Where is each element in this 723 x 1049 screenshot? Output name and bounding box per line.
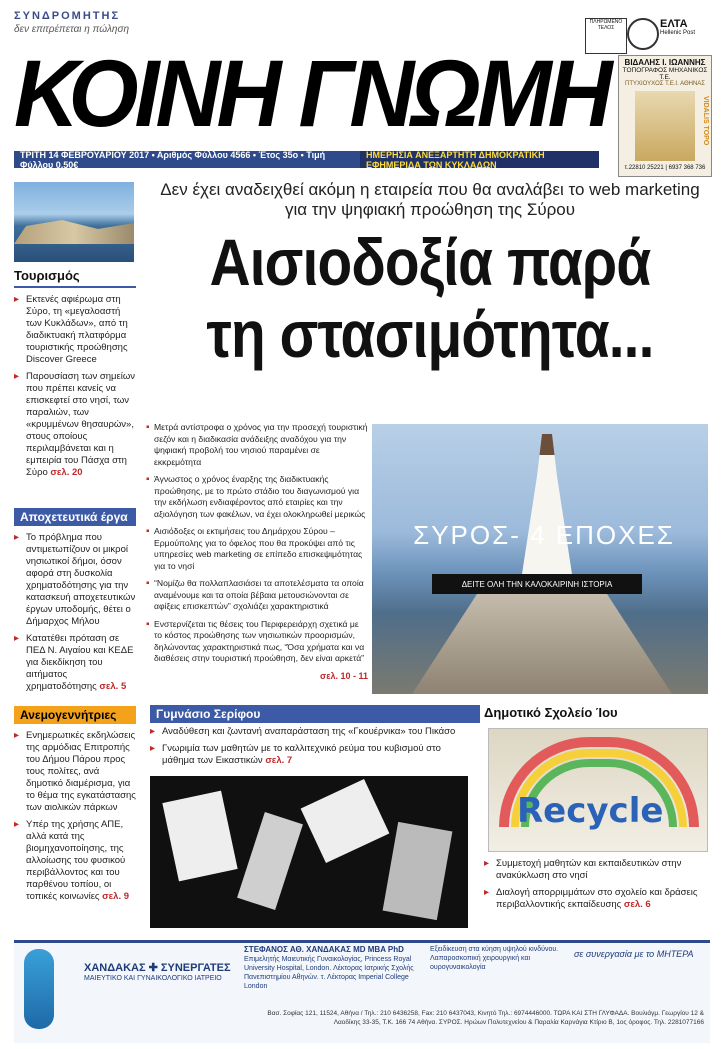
list-item: ▸ Διαλογή απορριμμάτων στο σχολείο και δράσεις περιβαλλοντικής εκπαίδευσης σελ. 6 xyxy=(484,887,708,911)
list-item: ▸ Κατατέθει πρόταση σε ΠΕΔ Ν. Αιγαίου και ΚΕΔΕ για διεκδίκηση του αιτήματος χρηματοδότησης σελ. 5 xyxy=(14,633,136,693)
list-item: ▪ Μετρά αντίστροφα ο χρόνος για την προσεχή τουριστική σεζόν και η διαδικασία ανάδειξης αναδόχου για την ψηφιακή προβολή του νησιού παραμένει σε εκκρεμότητα xyxy=(146,422,368,468)
stamp-icon xyxy=(627,18,659,50)
footer-ad[interactable] xyxy=(14,940,710,1043)
list-item: ▸ Συμμετοχή μαθητών και εκπαιδευτικών στην ανακύκλωση στο νησί xyxy=(484,858,708,882)
list-item: ▸ Υπέρ της χρήσης ΑΠΕ, αλλά κατά της βιομηχανοποίησης, της αλλοίωσης του φυσικού περιβάλλοντος και του παρθένου τοπίου, οι τοπικές κοινωνίες σελ. 9 xyxy=(14,819,136,903)
recycle-photo xyxy=(488,728,708,852)
page-ref[interactable]: σελ. 7 xyxy=(265,755,293,766)
ad-sub: ΠΤΥΧΙΟΥΧΟΣ Τ.Ε.Ι. ΑΘΗΝΑΣ xyxy=(624,81,705,87)
school-list xyxy=(484,858,708,916)
sewage-section xyxy=(14,508,136,698)
main-bullets xyxy=(146,422,368,681)
masthead: ΚΟΙΝΗ ΓΝΩΜΗ xyxy=(14,42,609,147)
guernica-photo xyxy=(150,776,468,928)
elta-logo xyxy=(660,18,710,50)
kicker: Δεν έχει αναδειχθεί ακόμη η εταιρεία που θα αναλάβει το web marketing για την ψηφιακή προώθηση της Σύρου xyxy=(160,180,700,219)
tourism-title: Τουρισμός xyxy=(14,268,80,283)
recycle-word: Recycle xyxy=(517,791,664,831)
top-ad[interactable] xyxy=(618,55,712,177)
tourism-section xyxy=(14,268,136,484)
page-ref[interactable]: σελ. 20 xyxy=(50,467,83,478)
address: Βασ. Σοφίας 121, 11524, Αθήνα / Τηλ.: 210 6436258, Fax: 210 6437043, Κινητό Τηλ.: 6974446000. ΤΩΡΑ ΚΑΙ ΣΤΗ ΓΛΥΦΑΔΑ. Βουλιάγμ. Γεωργίου 12 & Λαοδίκης 33-35, Τ.Κ. 166 74 Αθήνα. ΣΥΡΟΣ. Ηρώων Πολυτεχνείου & Παραλία Καρνάγια Κτίριο Β, 1ος όροφος. Τηλ. 2281077166 xyxy=(267,1010,704,1026)
page-ref[interactable]: σελ. 9 xyxy=(102,891,130,902)
page-ref[interactable]: σελ. 6 xyxy=(623,899,651,910)
doctor-lines: Επιμελητής Μαιευτικής Γυναικολογίας, Princess Royal University Hospital, London. Λέκτορας Ιατρικής Σχολής Πανεπιστημίου Αθηνών. τ. Λέκτορας Imperial College London xyxy=(244,956,414,990)
list-item: ▸ Παρουσίαση των σημείων που πρέπει κανείς να επισκεφτεί στο νησί, των παραλιών, των «κρυμμένων θησαυρών», στους οποίους περιλαμβάνεται και η εμπειρία του Πάσχα στη Σύρο σελ. 20 xyxy=(14,371,136,479)
surveyor-icon xyxy=(635,91,695,161)
page-ref[interactable]: σελ. 5 xyxy=(99,681,127,692)
list-item: ▸ Εκτενές αφιέρωμα στη Σύρο, τη «μεγαλοαστή των Κυκλάδων», από τη διαδικτυακή πλατφόρμα τουριστικής προώθησης Discover Greece xyxy=(14,294,136,366)
ad-phone: τ.22810 25221 | 6937 368 736 xyxy=(624,165,706,171)
wind-title: Ανεμογεννήτριες xyxy=(14,706,136,724)
list-item: ▪ Ενστερνίζεται τις θέσεις του Περιφερειάρχη σχετικά με το κόστος προώθησης των νησιωτικών προορισμών, δηλώνοντας χαρακτηριστικά πως, “Όσα χρήματα και να διαθέσεις στην τουριστική προώθηση, δεν είναι αρκετά” xyxy=(146,619,368,665)
list-item: ▸ Ενημερωτικές εκδηλώσεις της αρμόδιας Επιτροπής του Δήμου Πάρου προς τους πολίτες, ανά δημοτικό διαμέρισμα, για το θέμα της εγκατάστασης των αιολικών πάρκων xyxy=(14,730,136,814)
gym-list xyxy=(150,726,468,772)
doctor-name: ΣΤΕΦΑΝΟΣ ΑΘ. ΧΑΝΔΑΚΑΣ MD MBA PhD xyxy=(244,945,404,954)
newspaper-tagline: ΗΜΕΡΗΣΙΑ ΑΝΕΞΑΡΤΗΤΗ ΔΗΜΟΚΡΑΤΙΚΗ ΕΦΗΜΕΡΙΔΑ ΤΩΝ ΚΥΚΛΑΔΩΝ xyxy=(360,151,599,168)
sewage-title: Αποχετευτικά έργα xyxy=(14,508,136,526)
issue-info: ΤΡΙΤΗ 14 ΦΕΒΡΟΥΑΡΙΟΥ 2017 • Αριθμός Φύλλου 4566 • Έτος 35ο • Τιμή Φύλλου 0,50€ xyxy=(20,149,326,170)
list-item: ▸ Αναδύθεση και ζωντανή αναπαράσταση της «Γκουέρνικα» του Πικάσο xyxy=(150,726,468,738)
bullets-ref-row xyxy=(146,671,368,681)
doctor-info xyxy=(244,945,424,991)
elta-sub: Hellenic Post xyxy=(660,30,696,36)
list-item: ▸ Το πρόβλημα που αντιμετωπίζουν οι μικροί νησιωτικοί δήμοι, όσον αφορά στη δυσκολία χρηματοδότησης για την κατασκευή αποχετευτικών έργων υποδομής, θέτει ο Δήμαρχος Μήλου xyxy=(14,532,136,628)
gym-title: Γυμνάσιο Σερίφου xyxy=(150,705,480,723)
ad-brand: VIDALIS TOPO xyxy=(702,96,709,146)
elta-label: ΕΛΤΑ xyxy=(660,18,688,30)
ad-title: ΤΟΠΟΓΡΑΦΟΣ ΜΗΧΑΝΙΚΟΣ Τ.Ε. xyxy=(622,67,708,81)
headline[interactable]: Αισιοδοξία παρά τη στασιμότητα... xyxy=(206,225,654,371)
clinic-logo-icon xyxy=(24,949,54,1029)
syros-seasons-photo[interactable] xyxy=(372,424,708,694)
services: Εξειδίκευση στα κύηση υψηλού κινδύνου. Λαπαροσκοπική χειρουργική και ουρογυναικολογία xyxy=(430,946,559,971)
woman-figure xyxy=(522,434,572,574)
postal-seal: ΠΛΗΡΩΜΕΝΟ ΤΕΛΟΣ xyxy=(585,18,627,54)
list-item: ▪ Αισιόδοξες οι εκτιμήσεις του Δημάρχου Σύρου – Ερμούπολης για το όφελος που θα προκύψει από τις υπηρεσίες web marketing σε επίπεδο επισκεψιμότητας για το νησί xyxy=(146,526,368,572)
subscriber-label: ΣΥΝΔΡΟΜΗΤΗΣ xyxy=(14,10,121,22)
photo-cta[interactable]: ΔΕΙΤΕ ΟΛΗ ΤΗΝ ΚΑΛΟΚΑΙΡΙΝΗ ΙΣΤΟΡΙΑ xyxy=(432,574,642,594)
syros-harbor-photo xyxy=(14,182,134,262)
wind-section xyxy=(14,706,136,908)
info-bar xyxy=(14,151,599,168)
photo-title: ΣΥΡΟΣ- 4 ΕΠΟΧΕΣ xyxy=(413,520,675,550)
clinic-sub: ΜΑΙΕΥΤΙΚΟ ΚΑΙ ΓΥΝΑΙΚΟΛΟΓΙΚΟ ΙΑΤΡΕΙΟ xyxy=(84,975,222,982)
not-for-sale-label: δεν επιτρέπεται η πώληση xyxy=(14,24,130,35)
list-item: ▪ “Νομίζω θα πολλαπλασιάσει τα αποτελέσματα τα οποία αναμένουμε και τα οποία βέβαια μετουσιώνονται σε αφίξεις επισκεπτών” σχολιάζει χαρακτηριστικά xyxy=(146,578,368,613)
clinic-name: ΧΑΝΔΑΚΑΣ ✚ ΣΥΝΕΡΓΑΤΕΣ xyxy=(84,962,231,974)
page-ref[interactable]: σελ. 10 - 11 xyxy=(320,670,368,681)
partner-line: σε συνεργασία με το ΜΗΤΕΡΑ xyxy=(574,949,694,959)
school-title: Δημοτικό Σχολείο Ίου xyxy=(484,705,618,720)
list-item: ▸ Γνωριμία των μαθητών με το καλλιτεχνικό ρεύμα του κυβισμού στο μάθημα των Εικαστικών σελ. 7 xyxy=(150,743,468,767)
list-item: ▪ Άγνωστος ο χρόνος έναρξης της διαδικτυακής προώθησης, με το πρώτο στάδιο του διαγωνισμού για την εκδήλωση ενδιαφέροντος από εταιρίες και την αξιολόγηση των φακέλων, να έχει ολοκληρωθεί μερικώς xyxy=(146,474,368,520)
ad-name: ΒΙΔΑΛΗΣ Ι. ΙΩΑΝΝΗΣ xyxy=(624,58,706,67)
